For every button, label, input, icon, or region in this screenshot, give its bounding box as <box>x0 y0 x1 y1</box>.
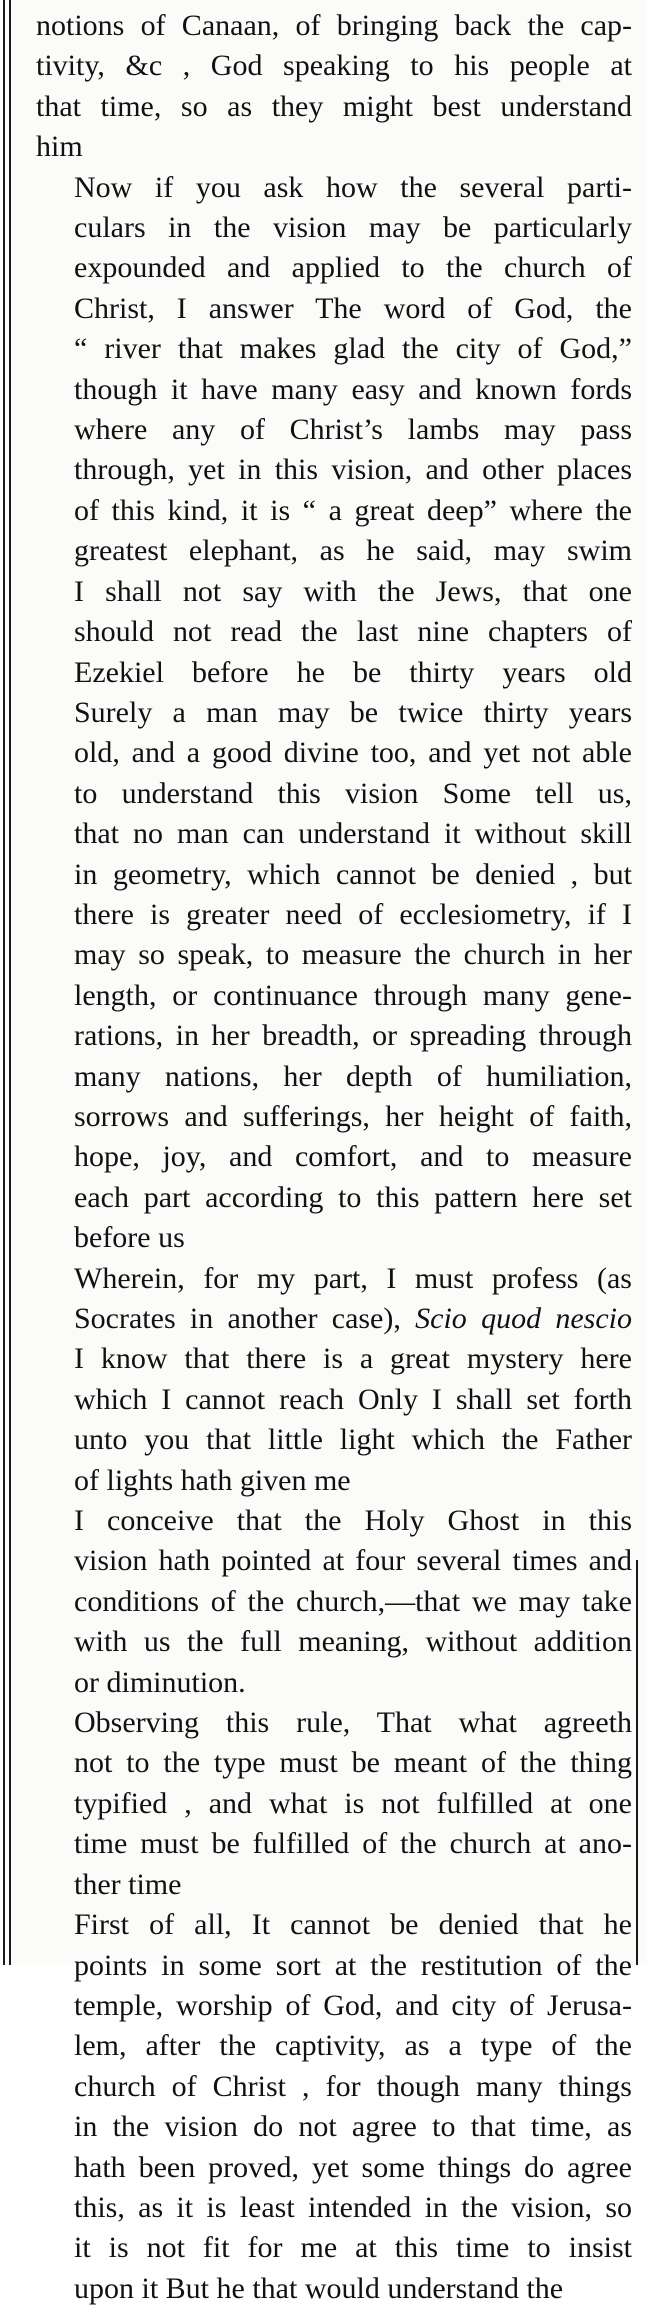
text-line: which I cannot reach Only I shall set forth <box>74 1382 632 1416</box>
text-line: vision hath pointed at four several times and <box>74 1544 632 1578</box>
text-line: of lights hath given me <box>74 1463 351 1497</box>
left-column-rule-inner <box>9 0 11 1965</box>
text-line: expounded and applied to the church of <box>74 251 632 285</box>
text-line: though it have many easy and known fords <box>74 372 632 406</box>
text-line: Surely a man may be twice thirty years <box>74 695 632 729</box>
text-line: Christ, I answer The word of God, the <box>74 291 632 325</box>
text-line: temple, worship of God, and city of Jerusa- <box>74 1988 632 2022</box>
text-line: Observing this rule, That what agreeth <box>74 1706 632 1740</box>
paragraph <box>36 1905 632 2309</box>
text-line: it is not fit for me at this time to insist <box>74 2231 632 2265</box>
text-line: rations, in her breadth, or spreading through <box>74 1019 632 1053</box>
text-line: greatest elephant, as he said, may swim <box>74 534 632 568</box>
text-line: typified , and what is not fulfilled at one <box>74 1786 632 1820</box>
text-line: him <box>36 130 83 164</box>
paragraph <box>36 6 632 168</box>
text-line: hope, joy, and comfort, and to measure <box>74 1140 632 1174</box>
text-line: church of Christ , for though many things <box>74 2069 632 2103</box>
text-line: I conceive that the Holy Ghost in this <box>74 1504 632 1538</box>
text-line: tivity, &c , God speaking to his people at <box>36 49 632 83</box>
text-column <box>36 6 632 2309</box>
text-line: or diminution. <box>74 1665 246 1699</box>
text-line: culars in the vision may be particularly <box>74 211 632 245</box>
text-line: hath been proved, yet some things do agree <box>74 2150 632 2184</box>
text-line: not to the type must be meant of the thing <box>74 1746 632 1780</box>
text-line: that no man can understand it without skill <box>74 817 632 851</box>
text-line: may so speak, to measure the church in her <box>74 938 632 972</box>
text-line: conditions of the church,—that we may take <box>74 1584 632 1618</box>
text-line: in geometry, which cannot be denied , but <box>74 857 632 891</box>
text-line: there is greater need of ecclesiometry, if I <box>74 897 632 931</box>
text-line: should not read the last nine chapters of <box>74 615 632 649</box>
paragraph <box>36 1501 632 1703</box>
text-line: unto you that little light which the Father <box>74 1423 632 1457</box>
text-line: Socrates in another case), Scio quod nescio <box>74 1302 632 1335</box>
text-line: many nations, her depth of humiliation, <box>74 1059 632 1093</box>
text-line: Wherein, for my part, I must profess (as <box>74 1261 632 1295</box>
text-line: in the vision do not agree to that time, as <box>74 2110 632 2144</box>
latin-phrase: Scio quod nescio <box>415 1302 632 1335</box>
left-column-rule-outer <box>3 0 5 1965</box>
text-line: notions of Canaan, of bringing back the cap- <box>36 9 632 42</box>
text-line: before us <box>74 1221 185 1255</box>
paragraph <box>36 1703 632 1905</box>
text-line: each part according to this pattern here set <box>74 1180 632 1214</box>
text-line: time must be fulfilled of the church at ano- <box>74 1827 632 1861</box>
text-line: lem, after the captivity, as a type of the <box>74 2029 632 2063</box>
text-line: to understand this vision Some tell us, <box>74 776 632 810</box>
text-line: through, yet in this vision, and other places <box>74 453 632 487</box>
text-line: with us the full meaning, without addition <box>74 1625 632 1659</box>
text-line: old, and a good divine too, and yet not able <box>74 736 632 770</box>
text-line: length, or continuance through many gene- <box>74 978 632 1012</box>
text-line: sorrows and sufferings, her height of faith, <box>74 1099 632 1133</box>
text-line: points in some sort at the restitution of the <box>74 1948 632 1982</box>
text-line: upon it But he that would understand the <box>74 2271 564 2305</box>
paragraph <box>36 168 632 1259</box>
text-line: “ river that makes glad the city of God,” <box>74 332 632 366</box>
text-line: Ezekiel before he be thirty years old <box>74 655 632 689</box>
text-line: of this kind, it is “ a great deep” where the <box>74 493 632 527</box>
text-line: First of all, It cannot be denied that he <box>74 1908 632 1942</box>
text-line: that time, so as they might best understand <box>36 89 632 123</box>
text-line: this, as it is least intended in the vision, so <box>74 2190 632 2224</box>
text-line: Now if you ask how the several parti- <box>74 170 632 204</box>
text-line: where any of Christ’s lambs may pass <box>74 413 632 447</box>
text-line: ther time <box>74 1867 182 1901</box>
paragraph <box>36 1259 632 1501</box>
right-column-rule <box>636 1560 638 1965</box>
text-line: I know that there is a great mystery here <box>74 1342 632 1376</box>
text-line: I shall not say with the Jews, that one <box>74 574 632 608</box>
